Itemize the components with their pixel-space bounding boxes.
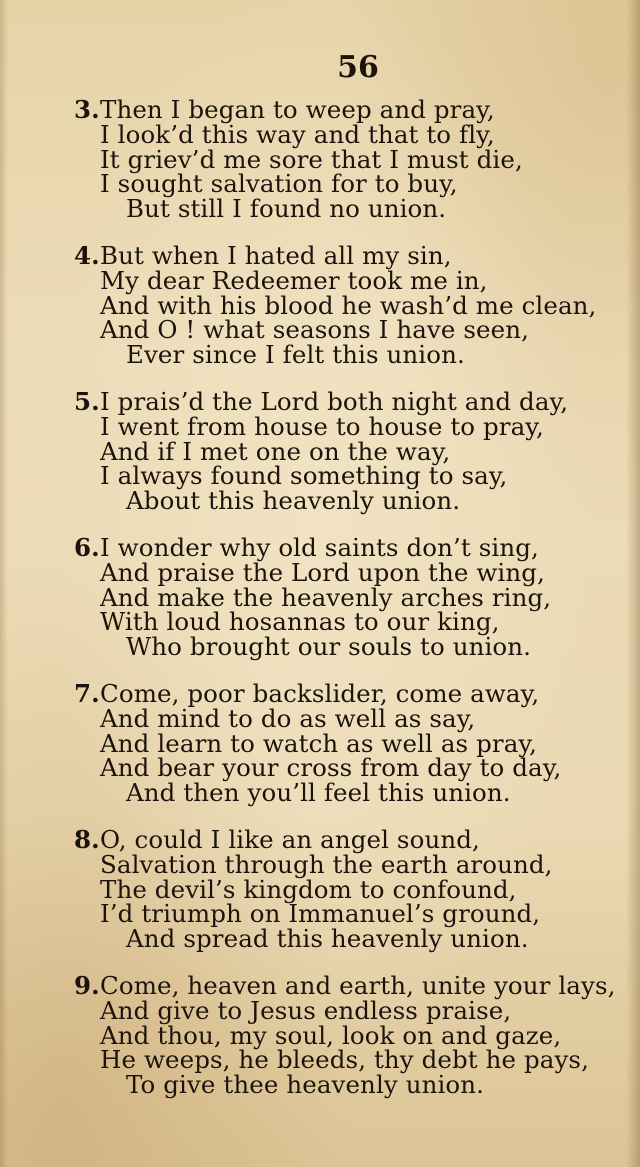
- page-edge-shadow-left: [0, 0, 8, 1167]
- verse-number: 9.: [74, 970, 100, 1000]
- verse-refrain-line: And then you’ll feel this union.: [126, 778, 511, 808]
- verse-line: He weeps, he bleeds, thy debt he pays,: [100, 1045, 589, 1075]
- verse-line-text: I prais’d the Lord both night and day,: [100, 386, 569, 416]
- verse-line: And if I met one on the way,: [100, 436, 451, 466]
- verse-line: [74, 970, 634, 1000]
- verse-line: The devil’s kingdom to confound,: [100, 874, 517, 904]
- verse-line: And learn to watch as well as pray,: [100, 728, 537, 758]
- verse-refrain-line: Ever since I felt this union.: [126, 340, 465, 370]
- page-number: 56: [337, 50, 379, 85]
- verse-line: And give to Jesus endless praise,: [100, 995, 512, 1025]
- verse-line-text: O, could I like an angel sound,: [100, 824, 480, 854]
- verse-line-text: Come, heaven and earth, unite your lays,: [100, 970, 616, 1000]
- verse: [74, 824, 634, 954]
- verse-line: I went from house to house to pray,: [100, 411, 544, 441]
- verse-line: I’d triumph on Immanuel’s ground,: [100, 899, 541, 929]
- verse-refrain-line: To give thee heavenly union.: [126, 1070, 485, 1100]
- verse-line: My dear Redeemer took me in,: [100, 265, 488, 295]
- verse-number: 3.: [74, 95, 100, 124]
- verse-line-text: Then I began to weep and pray,: [100, 95, 495, 124]
- verse-line: And with his blood he wash’d me clean,: [100, 290, 597, 320]
- verse-line-text: I wonder why old saints don’t sing,: [100, 532, 539, 562]
- verse-line: And O ! what seasons I have seen,: [100, 315, 529, 345]
- verse-line: [74, 678, 634, 708]
- verse-line: [74, 824, 634, 854]
- verse-refrain-line: Who brought our souls to union.: [126, 632, 532, 662]
- verse-line: And thou, my soul, look on and gaze,: [100, 1020, 562, 1050]
- verse: [74, 240, 634, 370]
- verse-line: And mind to do as well as say,: [100, 703, 476, 733]
- verse-line: And bear your cross from day to day,: [100, 753, 562, 783]
- verse-number: 5.: [74, 386, 100, 416]
- verse-line: And praise the Lord upon the wing,: [100, 557, 545, 587]
- verse-line: And make the heavenly arches ring,: [100, 582, 552, 612]
- verse-line-text: Come, poor backslider, come away,: [100, 678, 540, 708]
- verse-line: With loud hosannas to our king,: [100, 607, 500, 637]
- verse-number: 6.: [74, 532, 100, 562]
- verse-line: I look’d this way and that to fly,: [100, 119, 495, 149]
- verse-number: 8.: [74, 824, 100, 854]
- verse: [74, 95, 634, 224]
- verse-line: I sought salvation for to buy,: [100, 169, 458, 199]
- verse-line-text: But when I hated all my sin,: [100, 240, 452, 270]
- verse-number: 4.: [74, 240, 100, 270]
- verse-line: I always found something to say,: [100, 461, 508, 491]
- verse-refrain-line: About this heavenly union.: [126, 486, 461, 516]
- verse-line: It griev’d me sore that I must die,: [100, 144, 523, 174]
- verse: [74, 386, 634, 516]
- verse-refrain-line: But still I found no union.: [126, 194, 447, 224]
- verse: [74, 532, 634, 662]
- verse: [74, 678, 634, 808]
- hymn-verses: [74, 95, 634, 1120]
- verse-line: Salvation through the earth around,: [100, 849, 553, 879]
- verse-number: 7.: [74, 678, 100, 708]
- verse-refrain-line: And spread this heavenly union.: [126, 924, 529, 954]
- verse: [74, 970, 634, 1100]
